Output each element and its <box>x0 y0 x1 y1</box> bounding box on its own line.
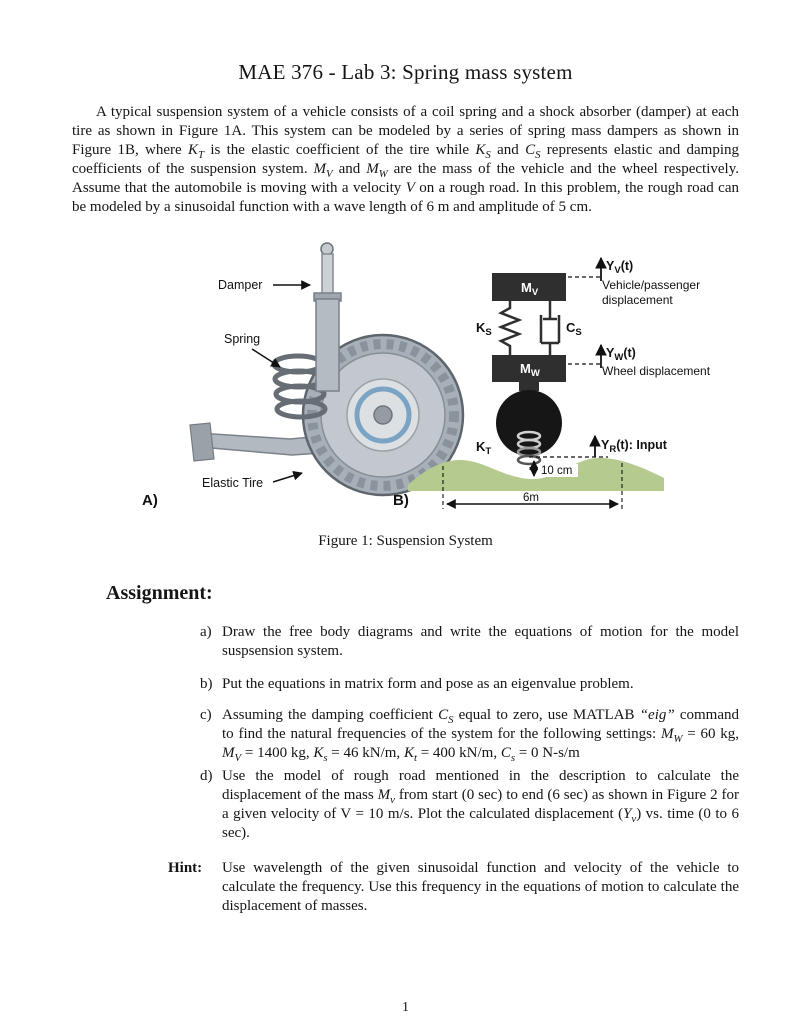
figure-1 <box>140 233 740 525</box>
hub-center <box>374 406 392 424</box>
assignment-item-c <box>72 706 739 763</box>
vehicle-displacement-caption-2: displacement <box>602 293 673 307</box>
panel-b-label: B) <box>393 492 409 509</box>
item-a-text: Draw the free body diagrams and write the equations of motion for the model suspsension system. <box>222 624 739 659</box>
hint-label: Hint: <box>168 860 203 876</box>
page-number: 1 <box>402 1000 409 1015</box>
page-title: MAE 376 - Lab 3: Spring mass system <box>238 60 573 84</box>
panel-a-label: A) <box>142 492 158 509</box>
wheel-circle <box>496 390 562 456</box>
yw-label: $Y_W(t)$ <box>606 346 636 363</box>
item-b-text: Put the equations in matrix form and pose as an eigenvalue problem. <box>222 676 634 692</box>
cs-label: $C_S$ <box>566 320 582 338</box>
vehicle-displacement-caption-1: Vehicle/passenger <box>602 278 701 292</box>
vehicle-mass-label: $M_V$ <box>521 280 539 298</box>
tire-arrow <box>273 473 302 482</box>
yr-label: $Y_R(t)$: Input <box>601 438 667 455</box>
intro-paragraph: A typical suspension system of a vehicle consists of a coil spring and a shock absorber (damper) at each tire as shown in Figure 1A. This system can be modeled by a series of spring mass dampers as shown in Figure 1B, where $K_T$ is the elastic coefficient of the tire while $K_S$ and $C_S$ represents elastic and damping coefficients of the suspension system. $M_V$ and $M_W$ are the mass of the vehicle and the wheel respectively. Assume that the automobile is moving with a velocity V on a rough road. In this problem, the rough road can be modeled by a sinusoidal function with a wave length of 6 m and amplitude of 5 cm. <box>72 104 739 215</box>
damper-label: Damper <box>218 278 263 292</box>
spring-label: Spring <box>224 332 261 346</box>
kt-label: $K_T$ <box>476 439 492 457</box>
wheel-connector <box>519 382 539 391</box>
ks-label: $K_S$ <box>476 320 492 338</box>
assignment-item-a <box>72 623 739 661</box>
wavelength-label: 6m <box>523 492 539 504</box>
item-d-text: Use the model of rough road mentioned in the description to calculate the displacement of the mass $M_v$ from start (0 sec) to end (6 sec) as shown in Figure 2 for a given velocity of V = 10 m/s. Plot the calculated displacement $(Y_v)$ vs. time (0 to 6 sec). <box>222 768 739 841</box>
hint-text: Use wavelength of the given sinusoidal function and velocity of the vehicle to calculate the frequency. Use this frequency in the equations of motion to calculate the displacement of masses. <box>222 860 739 914</box>
suspension-spring-symbol <box>501 301 519 355</box>
hint-block <box>72 859 739 916</box>
wheel-displacement-caption: Wheel displacement <box>602 364 711 378</box>
wheel-mass-label: $M_W$ <box>520 361 540 379</box>
damper-symbol <box>541 301 559 355</box>
yv-label: $Y_V(t)$ <box>606 259 634 276</box>
elastic-tire-label: Elastic Tire <box>202 476 264 490</box>
assignment-item-b <box>72 675 739 694</box>
item-a-marker: a) <box>200 624 212 640</box>
damper-strut <box>314 243 341 391</box>
assignment-item-d <box>72 767 739 843</box>
arm-bracket <box>190 423 214 461</box>
assignment-heading: Assignment: <box>106 582 213 604</box>
bump-height-label: 10 cm <box>541 465 573 477</box>
figure-caption: Figure 1: Suspension System <box>318 533 493 549</box>
item-c-marker: c) <box>200 707 212 723</box>
figure-1-graphic <box>140 233 740 525</box>
item-b-marker: b) <box>200 676 213 692</box>
item-c-text: Assuming the damping coefficient $C_S$ equal to zero, use MATLAB “eig” command to find the natural frequencies of the system for the following settings: $M_W = 60$ kg, $M_V = 1400$ kg, $K_s = 46$ kN/m, $K_t = 400$ kN/m, $C_s = 0$ N-s/m <box>222 707 739 764</box>
panel-a-suspension-illustration <box>142 243 463 509</box>
item-d-marker: d) <box>200 768 213 784</box>
